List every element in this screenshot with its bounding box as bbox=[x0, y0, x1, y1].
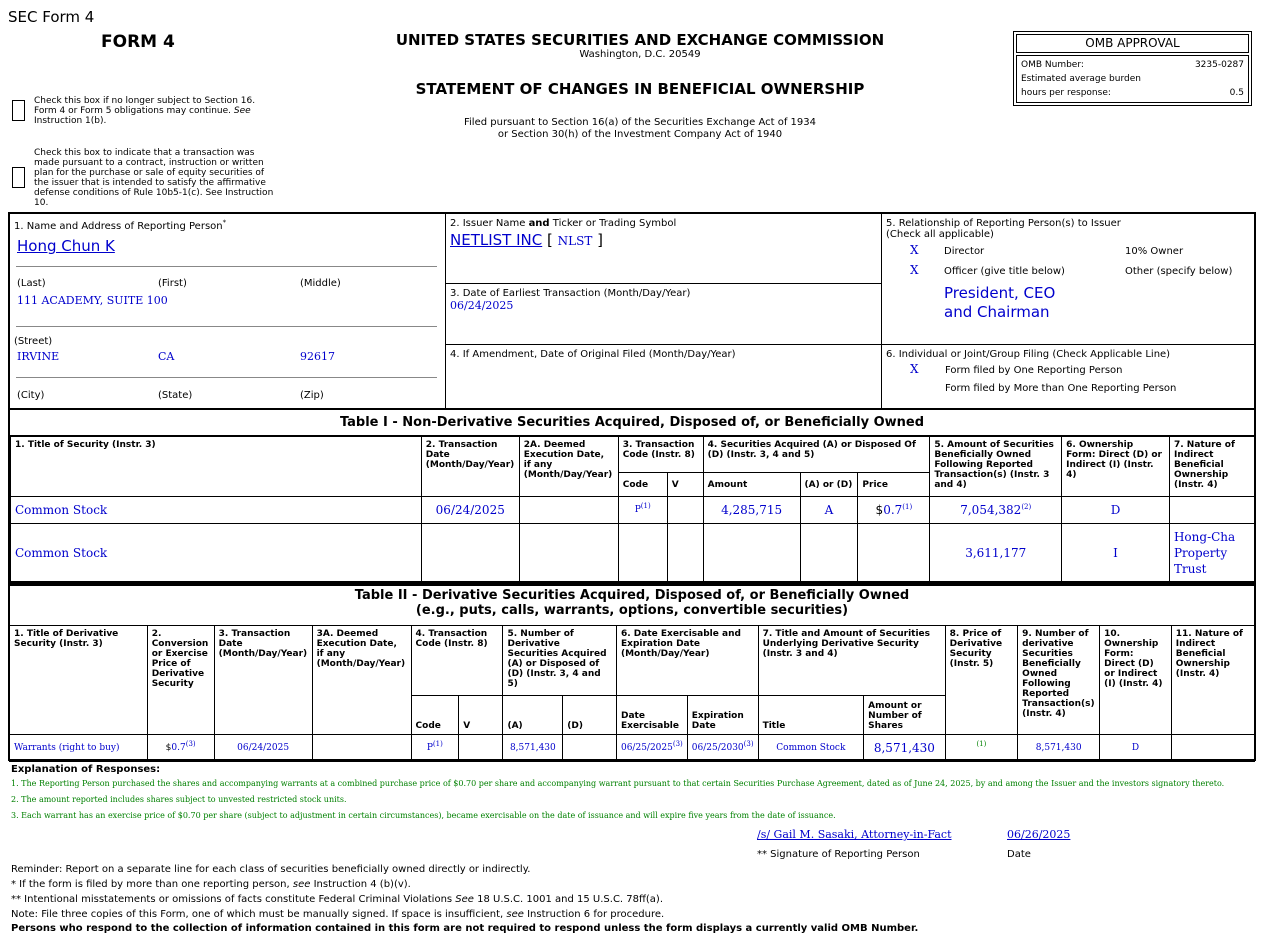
t2-col-underlying-title: Title bbox=[758, 696, 864, 735]
city-label: (City) bbox=[17, 390, 45, 401]
t1-r2-v bbox=[667, 524, 703, 582]
t1-r1-amount: 4,285,715 bbox=[703, 497, 800, 524]
t2-col-number: 5. Number of Derivative Securities Acquired (A) or Disposed of (D) (Instr. 3, 4 and 5) bbox=[503, 626, 617, 696]
filed-pursuant bbox=[340, 117, 940, 141]
t1-r2-owned: 3,611,177 bbox=[930, 524, 1062, 582]
t2-r1-nature bbox=[1171, 735, 1254, 762]
note-reminder: Reminder: Report on a separate line for each class of securities beneficially owned directly or indirectly. bbox=[11, 864, 531, 875]
table2-title-line-2: (e.g., puts, calls, warrants, options, convertible securities) bbox=[415, 603, 849, 618]
filed-pursuant-line-1: Filed pursuant to Section 16(a) of the Securities Exchange Act of 1934 bbox=[464, 117, 816, 128]
omb-number-label: OMB Number: bbox=[1021, 60, 1084, 70]
reporting-person-label: 1. Name and Address of Reporting Person* bbox=[14, 218, 227, 232]
table2 bbox=[9, 625, 1255, 762]
t1-col-owned: 5. Amount of Securities Beneficially Owned Following Reported Transaction(s) (Instr. 3 and 4) bbox=[930, 437, 1062, 497]
t2-col-exercisable: Date Exercisable bbox=[616, 696, 687, 735]
t2-col-title: 1. Title of Derivative Security (Instr. 3) bbox=[10, 626, 148, 735]
t2-col-price: 8. Price of Derivative Security (Instr. 5) bbox=[945, 626, 1018, 735]
t2-col-code-v: V bbox=[459, 696, 503, 735]
t1-col-code-code: Code bbox=[618, 473, 667, 497]
t2-col-date: 3. Transaction Date (Month/Day/Year) bbox=[214, 626, 312, 735]
director-check[interactable]: X bbox=[910, 243, 919, 257]
middle-label: (Middle) bbox=[300, 278, 341, 289]
reporting-person-name[interactable]: Hong Chun K bbox=[17, 237, 115, 255]
t1-col-ad: (A) or (D) bbox=[800, 473, 858, 497]
note-1: * If the form is filed by more than one reporting person, see Instruction 4 (b)(v). bbox=[11, 879, 411, 890]
rule10b5-checkbox[interactable] bbox=[12, 167, 25, 188]
section16-checkbox[interactable] bbox=[12, 100, 25, 121]
t2-r1-conversion: $0.7$^{(3)}$ bbox=[147, 735, 214, 762]
earliest-transaction-label: 3. Date of Earliest Transaction (Month/Day/Year) bbox=[450, 288, 691, 299]
filed-pursuant-line-2: or Section 30(h) of the Investment Company Act of 1940 bbox=[497, 129, 783, 140]
officer-label: Officer (give title below) bbox=[944, 266, 1065, 277]
omb-burden-label-2: hours per response: bbox=[1021, 88, 1111, 98]
omb-burden-value: 0.5 bbox=[1229, 88, 1244, 98]
t1-r2-amount bbox=[703, 524, 800, 582]
signature-value: /s/ Gail M. Sasaki, Attorney-in-Fact bbox=[757, 828, 952, 841]
t1-r1-deemed bbox=[519, 497, 618, 524]
t2-r1-code: $P^{(1)}$ bbox=[411, 735, 459, 762]
last-label: (Last) bbox=[17, 278, 46, 289]
one-person-check[interactable]: X bbox=[910, 362, 919, 376]
name-divider bbox=[16, 266, 437, 267]
omb-approval-box bbox=[1013, 31, 1252, 106]
footnote-1: 1. The Reporting Person purchased the shares and accompanying warrants at a combined purchase price of $0.70 per share and accompanying warrant pursuant to that certain Securities Purchase Agreement, dated as of June 24, 2025, by and among the Issuer and the investors signatory thereto. bbox=[11, 779, 1225, 788]
t2-r1-title: Warrants (right to buy) bbox=[10, 735, 148, 762]
t2-r1-price: (1) bbox=[945, 735, 1018, 762]
sec-form-label: SEC Form 4 bbox=[8, 8, 95, 26]
t1-r1-form: D bbox=[1062, 497, 1170, 524]
t1-col-price: Price bbox=[858, 473, 930, 497]
other-label: Other (specify below) bbox=[1125, 266, 1233, 277]
t2-r1-exercisable: 06/25/2025$^{(3)}$ bbox=[616, 735, 687, 762]
table1-title: Table I - Non-Derivative Securities Acquired, Disposed of, or Beneficially Owned bbox=[10, 410, 1254, 436]
t1-col-date: 2. Transaction Date (Month/Day/Year) bbox=[421, 437, 519, 497]
street-label: (Street) bbox=[14, 336, 53, 347]
agency-location: Washington, D.C. 20549 bbox=[579, 49, 701, 60]
t1-r2-deemed bbox=[519, 524, 618, 582]
t1-col-amount: Amount bbox=[703, 473, 800, 497]
t1-r1-nature bbox=[1169, 497, 1254, 524]
issuer-name-link[interactable]: NETLIST INC bbox=[450, 231, 543, 249]
t1-r1-title: Common Stock bbox=[11, 497, 422, 524]
first-label: (First) bbox=[158, 278, 187, 289]
relationship-label: 5. Relationship of Reporting Person(s) to Issuer (Check all applicable) bbox=[886, 218, 1121, 240]
t1-r2-code bbox=[618, 524, 667, 582]
agency-title: UNITED STATES SECURITIES AND EXCHANGE COMMISSION bbox=[395, 31, 885, 49]
explanation-title: Explanation of Responses: bbox=[11, 764, 161, 775]
director-label: Director bbox=[944, 246, 985, 257]
street-value: 111 ACADEMY, SUITE 100 bbox=[17, 294, 168, 307]
table2-title bbox=[10, 588, 1254, 626]
relationship-column bbox=[882, 214, 1254, 408]
t1-r2-price bbox=[858, 524, 930, 582]
t2-col-dates: 6. Date Exercisable and Expiration Date (Month/Day/Year) bbox=[616, 626, 758, 696]
table-row bbox=[11, 497, 1255, 524]
t2-col-d: (D) bbox=[563, 696, 617, 735]
signature-date: 06/26/2025 bbox=[1007, 828, 1071, 841]
t1-col-code-v: V bbox=[667, 473, 703, 497]
t2-col-expiration: Expiration Date bbox=[687, 696, 758, 735]
omb-details bbox=[1016, 55, 1249, 103]
t1-r1-owned: 7,054,382$^{(2)}$ bbox=[930, 497, 1062, 524]
t1-r1-v bbox=[667, 497, 703, 524]
footnote-2: 2. The amount reported includes shares subject to unvested restricted stock units. bbox=[11, 795, 347, 804]
t1-col-nature: 7. Nature of Indirect Beneficial Ownership (Instr. 4) bbox=[1169, 437, 1254, 497]
t1-r1-date: 06/24/2025 bbox=[421, 497, 519, 524]
one-person-label: Form filed by One Reporting Person bbox=[945, 365, 1123, 376]
form-title: FORM 4 bbox=[101, 32, 175, 52]
table1-container bbox=[8, 410, 1256, 584]
t2-r1-a: 8,571,430 bbox=[503, 735, 563, 762]
t2-col-a: (A) bbox=[503, 696, 563, 735]
t2-r1-expiration: 06/25/2030$^{(3)}$ bbox=[687, 735, 758, 762]
t2-r1-form: D bbox=[1100, 735, 1172, 762]
t1-col-form: 6. Ownership Form: Direct (D) or Indirect (I) (Instr. 4) bbox=[1062, 437, 1170, 497]
issuer-ticker: NLST bbox=[557, 234, 593, 248]
note-3: Note: File three copies of this Form, one of which must be manually signed. If space is insufficient, see Instruction 6 for procedure. bbox=[11, 909, 665, 920]
t2-r1-underlying-title: Common Stock bbox=[758, 735, 864, 762]
table2-title-line-1: Table II - Derivative Securities Acquired, Disposed of, or Beneficially Owned bbox=[354, 588, 910, 603]
t1-r2-date bbox=[421, 524, 519, 582]
issuer-column bbox=[446, 214, 882, 408]
t2-col-owned: 9. Number of derivative Securities Beneficially Owned Following Reported Transaction(s) (Instr. 4) bbox=[1018, 626, 1100, 735]
reporting-info-grid bbox=[8, 212, 1256, 410]
t1-r1-price: $0.7$^{(1)}$ bbox=[858, 497, 930, 524]
more-person-label: Form filed by More than One Reporting Person bbox=[945, 383, 1177, 394]
city-divider bbox=[16, 377, 437, 378]
zip-label: (Zip) bbox=[300, 390, 324, 401]
zip-value: 92617 bbox=[300, 350, 335, 363]
filing-label: 6. Individual or Joint/Group Filing (Check Applicable Line) bbox=[886, 349, 1171, 360]
officer-check[interactable]: X bbox=[910, 263, 919, 277]
state-label: (State) bbox=[158, 390, 193, 401]
reporting-person-box bbox=[10, 214, 446, 408]
t1-r1-ad: A bbox=[800, 497, 858, 524]
omb-approval-title: OMB APPROVAL bbox=[1016, 34, 1249, 53]
t2-r1-d bbox=[563, 735, 617, 762]
t2-r1-owned: 8,571,430 bbox=[1018, 735, 1100, 762]
omb-number-value: 3235-0287 bbox=[1194, 60, 1244, 70]
signature-label: ** Signature of Reporting Person bbox=[757, 849, 920, 860]
table-row bbox=[11, 524, 1255, 582]
rule10b5-checkbox-text: Check this box to indicate that a transaction was made pursuant to a contract, instruction or written plan for the purchase or sale of equity securities of the issuer that is intended to satisfy the affirmative defense conditions of Rule 10b5-1(c). See Instruction 10. bbox=[34, 148, 274, 208]
section16-checkbox-text: Check this box if no longer subject to Section 16. Form 4 or Form 5 obligations may continue. See Instruction 1(b). bbox=[34, 96, 256, 126]
t2-col-deemed: 3A. Deemed Execution Date, if any (Month/Day/Year) bbox=[312, 626, 411, 735]
t1-r2-ad bbox=[800, 524, 858, 582]
omb-burden-label-1: Estimated average burden bbox=[1021, 74, 1141, 84]
t2-r1-date: 06/24/2025 bbox=[214, 735, 312, 762]
t1-r1-code: $P^{(1)}$ bbox=[618, 497, 667, 524]
signature-date-label: Date bbox=[1007, 849, 1031, 860]
amendment-box bbox=[446, 345, 881, 408]
earliest-transaction-value: 06/24/2025 bbox=[450, 299, 514, 312]
ten-percent-owner-label: 10% Owner bbox=[1125, 246, 1184, 257]
t2-col-nature: 11. Nature of Indirect Beneficial Ownership (Instr. 4) bbox=[1171, 626, 1254, 735]
t2-col-underlying: 7. Title and Amount of Securities Underlying Derivative Security (Instr. 3 and 4) bbox=[758, 626, 945, 696]
state-value: CA bbox=[158, 350, 175, 363]
amendment-label: 4. If Amendment, Date of Original Filed (Month/Day/Year) bbox=[450, 349, 736, 360]
issuer-value: NETLIST INC [ NLST ] bbox=[450, 231, 603, 249]
issuer-label: 2. Issuer Name and Ticker or Trading Symbol bbox=[450, 218, 677, 229]
issuer-box bbox=[446, 214, 881, 284]
t2-col-code-code: Code bbox=[411, 696, 459, 735]
t2-col-form: 10. Ownership Form: Direct (D) or Indirect (I) (Instr. 4) bbox=[1100, 626, 1172, 735]
t2-r1-underlying-amount: 8,571,430 bbox=[864, 735, 946, 762]
t2-r1-v bbox=[459, 735, 503, 762]
t2-col-conversion: 2. Conversion or Exercise Price of Derivative Security bbox=[147, 626, 214, 735]
t1-r2-nature: Hong-Cha Property Trust bbox=[1169, 524, 1254, 582]
statement-title: STATEMENT OF CHANGES IN BENEFICIAL OWNERSHIP bbox=[415, 80, 865, 98]
note-4: Persons who respond to the collection of information contained in this form are not required to respond unless the form displays a currently valid OMB Number. bbox=[11, 923, 919, 934]
t1-r2-form: I bbox=[1062, 524, 1170, 582]
city-value: IRVINE bbox=[17, 350, 60, 363]
footnote-3: 3. Each warrant has an exercise price of $0.70 per share (subject to adjustment in certain circumstances), became exercisable on the date of issuance and will expire five years from the date of issuance. bbox=[11, 811, 836, 820]
table1 bbox=[10, 436, 1255, 582]
t1-col-title: 1. Title of Security (Instr. 3) bbox=[11, 437, 422, 497]
street-divider bbox=[16, 326, 437, 327]
t1-col-acquired: 4. Securities Acquired (A) or Disposed Of (D) (Instr. 3, 4 and 5) bbox=[703, 437, 930, 473]
t1-col-deemed: 2A. Deemed Execution Date, if any (Month/Day/Year) bbox=[519, 437, 618, 497]
t1-col-code: 3. Transaction Code (Instr. 8) bbox=[618, 437, 703, 473]
filing-box bbox=[882, 345, 1254, 408]
t2-r1-deemed bbox=[312, 735, 411, 762]
earliest-transaction-box bbox=[446, 284, 881, 345]
relationship-box bbox=[882, 214, 1254, 345]
t2-col-underlying-amount: Amount or Number of Shares bbox=[864, 696, 946, 735]
t2-col-code: 4. Transaction Code (Instr. 8) bbox=[411, 626, 503, 696]
officer-title: President, CEO and Chairman bbox=[944, 284, 1056, 321]
t1-r2-title: Common Stock bbox=[11, 524, 422, 582]
table2-container bbox=[8, 584, 1256, 761]
note-2: ** Intentional misstatements or omissions of facts constitute Federal Criminal Violations See 18 U.S.C. 1001 and 15 U.S.C. 78ff(a). bbox=[11, 894, 664, 905]
table-row bbox=[10, 735, 1255, 762]
